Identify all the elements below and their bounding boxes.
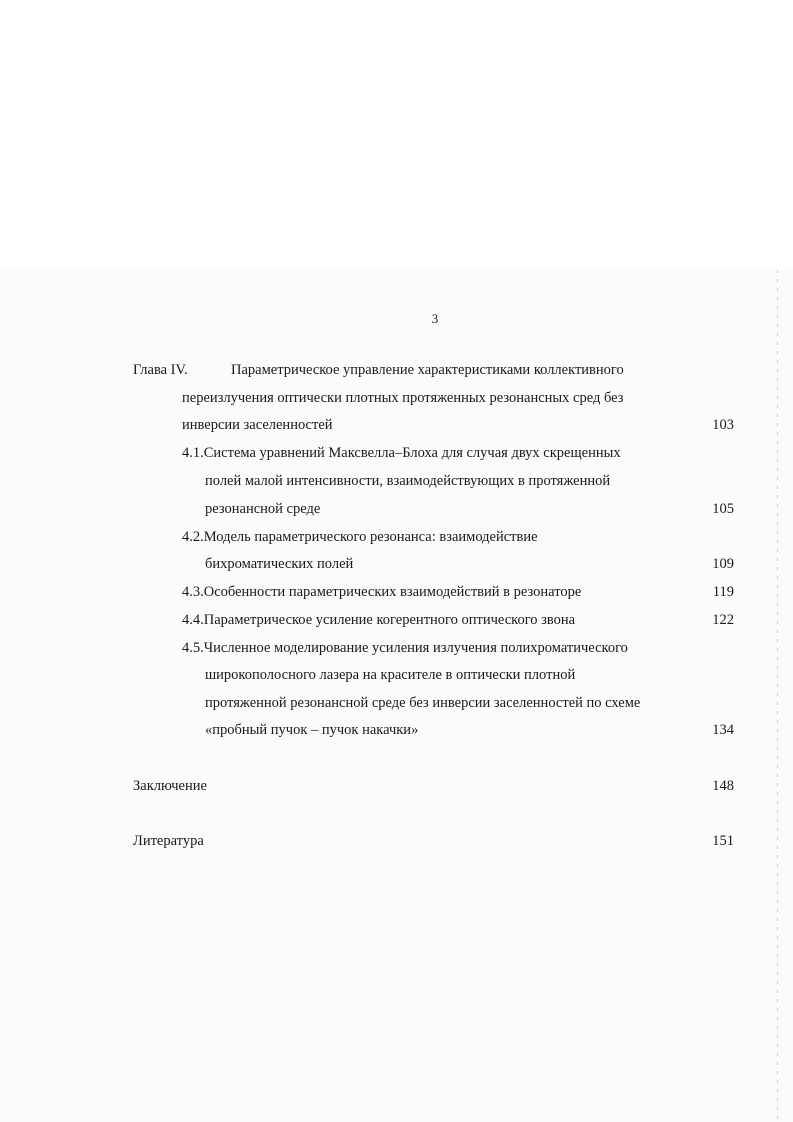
section-line: протяженной резонансной среде без инверсии заселенностей по схеме [205,695,641,711]
section-line: 4.2.Модель параметрического резонанса: взаимодействие [182,529,538,545]
chapter-page-number: 103 [712,417,734,433]
chapter-title-line: Параметрическое управление характеристиками коллективного [231,362,624,378]
section-line: бихроматических полей [205,556,354,572]
section-page-number: 119 [712,584,734,600]
section-line: резонансной среде [205,501,321,517]
literature-page-number: 151 [712,833,734,849]
chapter-title-line: переизлучения оптически плотных протяженных резонансных сред без [182,390,624,406]
section-page-number: 105 [712,501,734,517]
section-line: полей малой интенсивности, взаимодействующих в протяженной [205,473,611,489]
section-line: 4.5.Численное моделирование усиления излучения полихроматического [182,640,628,656]
section-page-number: 122 [712,612,734,628]
section-page-number: 109 [712,556,734,572]
chapter-title-line: инверсии заселенностей [182,417,333,433]
literature-label: Литература [133,833,204,849]
conclusion-page-number: 148 [712,778,734,794]
scan-edge-line [777,270,778,1122]
conclusion-label: Заключение [133,778,207,794]
section-line: 4.4.Параметрическое усиление когерентного оптического звона [182,612,576,628]
section-line: 4.3.Особенности параметрических взаимодействий в резонаторе [182,584,582,600]
section-line: «пробный пучок – пучок накачки» [205,722,419,738]
section-line: широкополосного лазера на красителе в оптически плотной [205,667,576,683]
section-page-number: 134 [712,722,734,738]
chapter-label: Глава IV. [133,362,188,378]
section-line: 4.1.Система уравнений Максвелла–Блоха для случая двух скрещенных [182,445,621,461]
page-number: 3 [431,311,439,326]
